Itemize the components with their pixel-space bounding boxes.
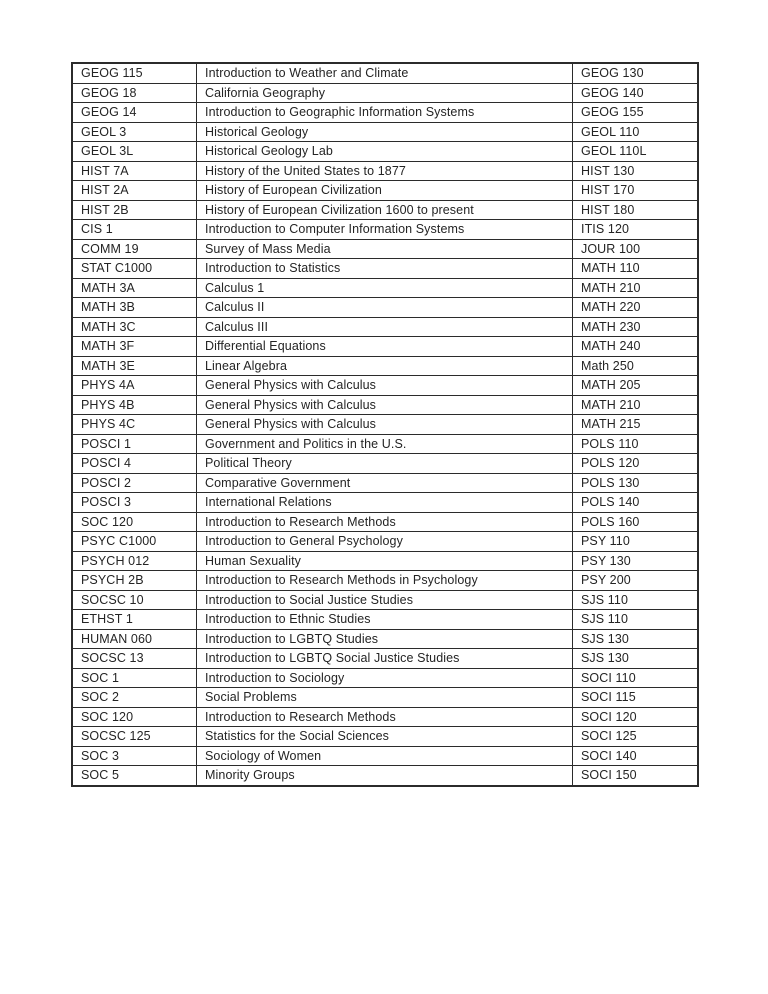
table-row <box>72 181 698 201</box>
course-title-cell: Minority Groups <box>197 766 573 786</box>
equivalent-code-cell: MATH 240 <box>573 337 699 357</box>
course-code-cell: GEOL 3 <box>72 122 197 142</box>
table-row <box>72 63 698 83</box>
course-equivalency-table <box>71 62 699 787</box>
equivalent-code-cell: SOCI 110 <box>573 668 699 688</box>
table-row <box>72 551 698 571</box>
course-title-cell: Statistics for the Social Sciences <box>197 727 573 747</box>
table-row <box>72 688 698 708</box>
equivalent-code-cell: HIST 170 <box>573 181 699 201</box>
course-title-cell: General Physics with Calculus <box>197 376 573 396</box>
course-code-cell: SOC 1 <box>72 668 197 688</box>
course-title-cell: Introduction to General Psychology <box>197 532 573 552</box>
course-title-cell: Differential Equations <box>197 337 573 357</box>
equivalent-code-cell: MATH 220 <box>573 298 699 318</box>
table-row <box>72 668 698 688</box>
table-row <box>72 278 698 298</box>
equivalent-code-cell: SOCI 125 <box>573 727 699 747</box>
course-title-cell: Introduction to LGBTQ Social Justice Studies <box>197 649 573 669</box>
course-code-cell: MATH 3E <box>72 356 197 376</box>
course-title-cell: Linear Algebra <box>197 356 573 376</box>
course-title-cell: Introduction to Statistics <box>197 259 573 279</box>
table-row <box>72 376 698 396</box>
table-row <box>72 103 698 123</box>
equivalent-code-cell: SOCI 115 <box>573 688 699 708</box>
table-row <box>72 493 698 513</box>
table-row <box>72 122 698 142</box>
equivalent-code-cell: GEOL 110L <box>573 142 699 162</box>
course-table-body <box>72 63 698 786</box>
equivalent-code-cell: POLS 160 <box>573 512 699 532</box>
table-row <box>72 161 698 181</box>
course-code-cell: MATH 3C <box>72 317 197 337</box>
equivalent-code-cell: POLS 130 <box>573 473 699 493</box>
table-row <box>72 629 698 649</box>
course-title-cell: History of the United States to 1877 <box>197 161 573 181</box>
course-code-cell: GEOG 18 <box>72 83 197 103</box>
table-row <box>72 746 698 766</box>
course-code-cell: POSCI 1 <box>72 434 197 454</box>
equivalent-code-cell: GEOL 110 <box>573 122 699 142</box>
course-title-cell: History of European Civilization 1600 to present <box>197 200 573 220</box>
course-code-cell: SOCSC 10 <box>72 590 197 610</box>
course-title-cell: Introduction to Computer Information Systems <box>197 220 573 240</box>
equivalent-code-cell: MATH 230 <box>573 317 699 337</box>
table-row <box>72 512 698 532</box>
table-row <box>72 317 698 337</box>
course-title-cell: History of European Civilization <box>197 181 573 201</box>
equivalent-code-cell: POLS 110 <box>573 434 699 454</box>
table-row <box>72 200 698 220</box>
course-code-cell: HIST 2A <box>72 181 197 201</box>
course-title-cell: Introduction to Geographic Information Systems <box>197 103 573 123</box>
course-title-cell: General Physics with Calculus <box>197 395 573 415</box>
table-row <box>72 473 698 493</box>
course-code-cell: STAT C1000 <box>72 259 197 279</box>
table-row <box>72 434 698 454</box>
equivalent-code-cell: SJS 110 <box>573 610 699 630</box>
course-title-cell: Introduction to Social Justice Studies <box>197 590 573 610</box>
equivalent-code-cell: GEOG 140 <box>573 83 699 103</box>
equivalent-code-cell: SOCI 120 <box>573 707 699 727</box>
course-code-cell: PSYC C1000 <box>72 532 197 552</box>
course-code-cell: MATH 3F <box>72 337 197 357</box>
course-title-cell: International Relations <box>197 493 573 513</box>
course-title-cell: Introduction to LGBTQ Studies <box>197 629 573 649</box>
equivalent-code-cell: GEOG 130 <box>573 63 699 83</box>
course-title-cell: Social Problems <box>197 688 573 708</box>
course-code-cell: PHYS 4A <box>72 376 197 396</box>
table-row <box>72 571 698 591</box>
course-code-cell: GEOL 3L <box>72 142 197 162</box>
course-title-cell: Human Sexuality <box>197 551 573 571</box>
equivalent-code-cell: JOUR 100 <box>573 239 699 259</box>
course-code-cell: GEOG 115 <box>72 63 197 83</box>
course-title-cell: Comparative Government <box>197 473 573 493</box>
table-row <box>72 707 698 727</box>
course-title-cell: Sociology of Women <box>197 746 573 766</box>
course-code-cell: MATH 3B <box>72 298 197 318</box>
table-row <box>72 337 698 357</box>
equivalent-code-cell: ITIS 120 <box>573 220 699 240</box>
equivalent-code-cell: SOCI 150 <box>573 766 699 786</box>
course-code-cell: PHYS 4B <box>72 395 197 415</box>
equivalent-code-cell: MATH 205 <box>573 376 699 396</box>
course-code-cell: SOCSC 13 <box>72 649 197 669</box>
equivalent-code-cell: MATH 210 <box>573 395 699 415</box>
course-title-cell: Historical Geology Lab <box>197 142 573 162</box>
course-code-cell: POSCI 2 <box>72 473 197 493</box>
equivalent-code-cell: SJS 130 <box>573 649 699 669</box>
course-code-cell: COMM 19 <box>72 239 197 259</box>
equivalent-code-cell: SJS 110 <box>573 590 699 610</box>
course-code-cell: PSYCH 2B <box>72 571 197 591</box>
course-title-cell: Calculus 1 <box>197 278 573 298</box>
equivalent-code-cell: POLS 120 <box>573 454 699 474</box>
equivalent-code-cell: GEOG 155 <box>573 103 699 123</box>
table-row <box>72 590 698 610</box>
equivalent-code-cell: MATH 110 <box>573 259 699 279</box>
course-code-cell: CIS 1 <box>72 220 197 240</box>
table-row <box>72 395 698 415</box>
table-row <box>72 727 698 747</box>
table-row <box>72 415 698 435</box>
equivalent-code-cell: Math 250 <box>573 356 699 376</box>
equivalent-code-cell: HIST 180 <box>573 200 699 220</box>
table-row <box>72 356 698 376</box>
equivalent-code-cell: MATH 215 <box>573 415 699 435</box>
course-code-cell: POSCI 4 <box>72 454 197 474</box>
course-title-cell: Survey of Mass Media <box>197 239 573 259</box>
course-title-cell: California Geography <box>197 83 573 103</box>
course-title-cell: General Physics with Calculus <box>197 415 573 435</box>
course-code-cell: PHYS 4C <box>72 415 197 435</box>
equivalent-code-cell: POLS 140 <box>573 493 699 513</box>
course-title-cell: Introduction to Research Methods in Psychology <box>197 571 573 591</box>
table-row <box>72 259 698 279</box>
course-title-cell: Introduction to Weather and Climate <box>197 63 573 83</box>
course-title-cell: Introduction to Research Methods <box>197 707 573 727</box>
course-code-cell: HIST 7A <box>72 161 197 181</box>
equivalent-code-cell: PSY 110 <box>573 532 699 552</box>
table-row <box>72 766 698 786</box>
course-code-cell: HIST 2B <box>72 200 197 220</box>
table-row <box>72 454 698 474</box>
equivalent-code-cell: SJS 130 <box>573 629 699 649</box>
table-row <box>72 649 698 669</box>
table-row <box>72 142 698 162</box>
course-title-cell: Government and Politics in the U.S. <box>197 434 573 454</box>
equivalent-code-cell: SOCI 140 <box>573 746 699 766</box>
course-title-cell: Calculus II <box>197 298 573 318</box>
table-row <box>72 220 698 240</box>
equivalent-code-cell: PSY 130 <box>573 551 699 571</box>
course-code-cell: POSCI 3 <box>72 493 197 513</box>
table-row <box>72 532 698 552</box>
course-title-cell: Introduction to Ethnic Studies <box>197 610 573 630</box>
course-code-cell: SOC 2 <box>72 688 197 708</box>
course-title-cell: Historical Geology <box>197 122 573 142</box>
course-code-cell: SOC 120 <box>72 512 197 532</box>
course-code-cell: SOC 3 <box>72 746 197 766</box>
table-row <box>72 298 698 318</box>
equivalent-code-cell: MATH 210 <box>573 278 699 298</box>
course-code-cell: ETHST 1 <box>72 610 197 630</box>
course-code-cell: GEOG 14 <box>72 103 197 123</box>
table-row <box>72 239 698 259</box>
equivalent-code-cell: HIST 130 <box>573 161 699 181</box>
course-code-cell: SOCSC 125 <box>72 727 197 747</box>
course-code-cell: MATH 3A <box>72 278 197 298</box>
table-row <box>72 610 698 630</box>
course-title-cell: Calculus III <box>197 317 573 337</box>
course-code-cell: PSYCH 012 <box>72 551 197 571</box>
course-title-cell: Introduction to Research Methods <box>197 512 573 532</box>
table-row <box>72 83 698 103</box>
equivalent-code-cell: PSY 200 <box>573 571 699 591</box>
course-title-cell: Introduction to Sociology <box>197 668 573 688</box>
course-code-cell: HUMAN 060 <box>72 629 197 649</box>
course-title-cell: Political Theory <box>197 454 573 474</box>
course-code-cell: SOC 120 <box>72 707 197 727</box>
course-code-cell: SOC 5 <box>72 766 197 786</box>
